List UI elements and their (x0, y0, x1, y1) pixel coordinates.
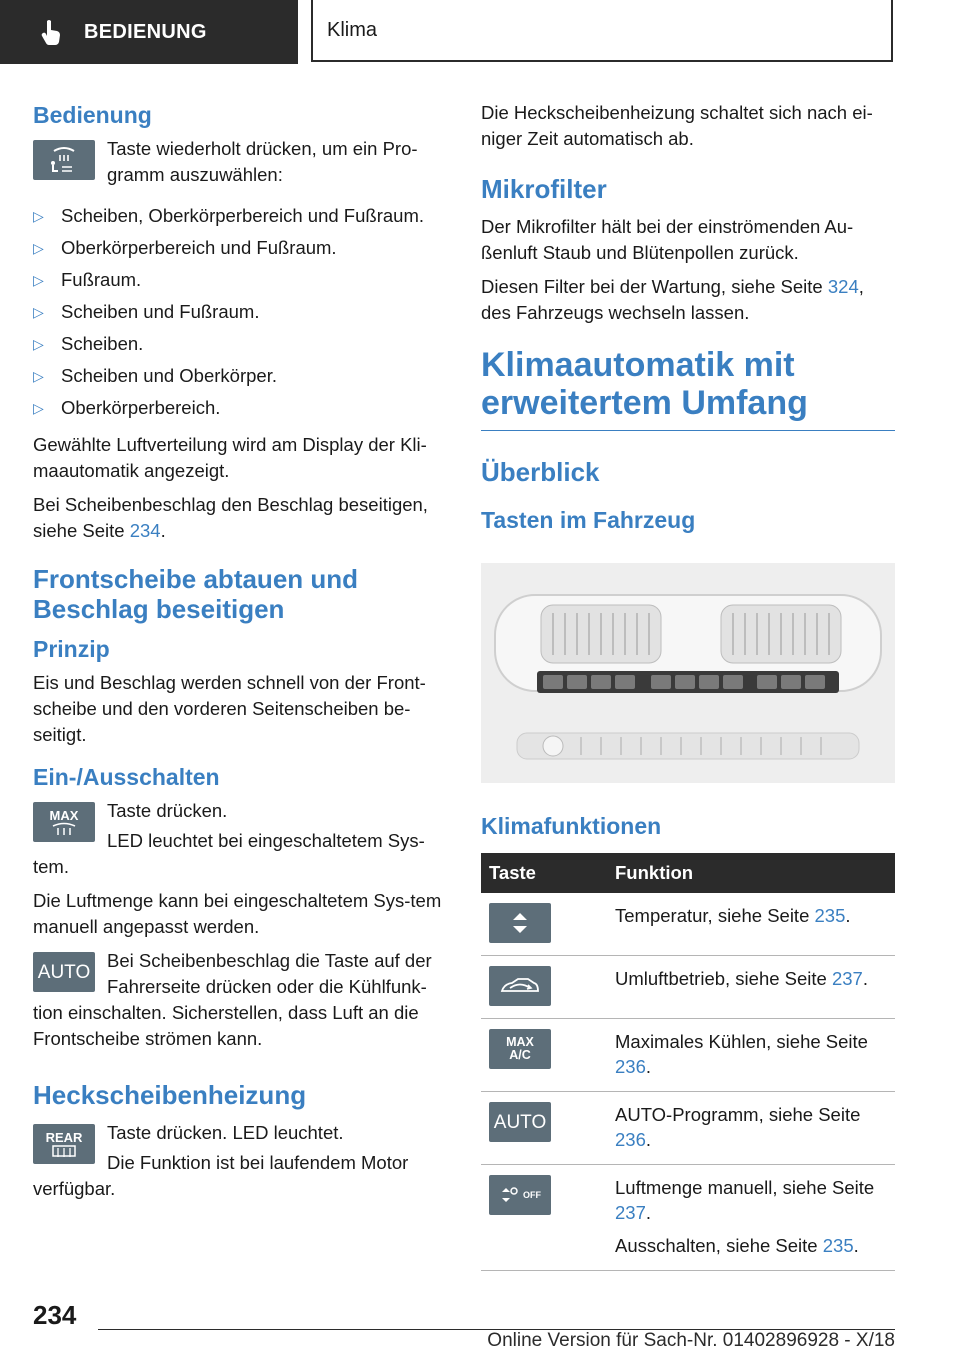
list-item: ▷ Fußraum. (33, 264, 447, 296)
right-column (481, 100, 895, 1271)
heck-text-2: Die Funktion ist bei laufendem Motor verfügbar. (33, 1152, 409, 1199)
heck-continuation-text: Die Heckscheibenheizung schaltet sich nach ei-niger Zeit automatisch ab. (481, 102, 873, 149)
table-header-row (481, 853, 895, 893)
mikrofilter-text: Der Mikrofilter hält bei der einströmenden Au-ßenluft Staub und Blütenpollen zurück. (481, 216, 854, 263)
max-defrost-button-icon: MAX (33, 802, 95, 842)
left-column (33, 100, 447, 1210)
list-item: ▷ Scheiben und Fußraum. (33, 296, 447, 328)
heading-klimaautomatik: Klimaautomatik mit erweitertem Umfang (481, 346, 895, 431)
triangle-bullet-icon: ▷ (33, 336, 44, 352)
page-link-235[interactable]: 235 (822, 1235, 854, 1256)
page-link-237[interactable]: 237 (615, 1202, 646, 1223)
page-link-236[interactable]: 236 (615, 1129, 646, 1150)
prinzip-text: Eis und Beschlag werden schnell von der Front-scheibe und den vorderen Seitenscheiben be-seitigt. (33, 672, 426, 745)
list-item: ▷ Scheiben und Oberkörper. (33, 360, 447, 392)
chapter-title: Klima (327, 18, 378, 41)
display-text: Gewählte Luftverteilung wird am Display der Kli-maautomatik angezeigt. (33, 434, 427, 481)
rear-defrost-button-icon: REAR (33, 1124, 95, 1164)
program-list (33, 200, 447, 424)
rear-block (33, 1120, 447, 1210)
triangle-bullet-icon: ▷ (33, 272, 44, 288)
heck-text-1: Taste drücken. LED leuchtet. (107, 1122, 344, 1143)
ein-text-1: Taste drücken. (107, 800, 228, 821)
recirculation-icon (489, 966, 551, 1006)
max-block (33, 798, 447, 888)
ein-text-2: LED leuchtet bei eingeschaltetem Sys-tem. (33, 830, 425, 877)
auto-text: Bei Scheibenbeschlag die Taste auf der Fahrerseite drücken oder die Kühlfunk-tion einschalten. Sicherstellen, dass Luft an die Frontscheibe strömen kann. (33, 950, 432, 1049)
chapter-header (311, 0, 893, 62)
auto-block (33, 948, 447, 1060)
page-number: 234 (33, 1300, 77, 1330)
list-item: ▷ Oberkörperbereich und Fußraum. (33, 232, 447, 264)
list-item: ▷ Scheiben. (33, 328, 447, 360)
heading-tasten-im-fahrzeug: Tasten im Fahrzeug (481, 507, 696, 533)
klimafunktionen-table (481, 853, 895, 1271)
climate-control-panel-photo (481, 563, 895, 783)
luftmenge-text: Die Luftmenge kann bei eingeschaltetem Sys-tem manuell angepasst werden. (33, 890, 442, 937)
page-link-236[interactable]: 236 (615, 1056, 646, 1077)
bedienung-text: Taste wiederholt drücken, um ein Pro-gramm auszuwählen: (107, 138, 418, 185)
heading-ein-ausschalten: Ein-/Ausschalten (33, 764, 220, 790)
heading-prinzip: Prinzip (33, 636, 110, 662)
table-row: Umluftbetrieb, siehe Seite 237. (481, 956, 895, 1019)
heading-klimafunktionen: Klimafunktionen (481, 813, 662, 839)
max-ac-icon: MAX A/C (489, 1029, 551, 1069)
triangle-bullet-icon: ▷ (33, 304, 44, 320)
beschlag-text: Bei Scheibenbeschlag den Beschlag beseitigen, siehe Seite 234. (33, 494, 428, 541)
triangle-bullet-icon: ▷ (33, 208, 44, 224)
auto-icon: AUTO (489, 1102, 551, 1142)
table-row: Temperatur, siehe Seite 235. (481, 893, 895, 956)
triangle-bullet-icon: ▷ (33, 368, 44, 384)
temperature-arrows-icon (489, 903, 551, 943)
section-title: BEDIENUNG (84, 20, 207, 43)
list-item: ▷ Oberkörperbereich. (33, 392, 447, 424)
table-row: MAX A/C Maximales Kühlen, siehe Seite 236. (481, 1019, 895, 1092)
col-header-taste: Taste (481, 853, 607, 893)
triangle-bullet-icon: ▷ (33, 240, 44, 256)
air-distribution-icon (44, 145, 84, 175)
fan-off-icon: OFF (489, 1175, 551, 1215)
col-header-funktion: Funktion (607, 853, 895, 893)
climate-panel-illustration (481, 563, 895, 783)
page-link-237[interactable]: 237 (831, 968, 863, 989)
heading-ueberblick: Überblick (481, 457, 600, 487)
bedienung-block (33, 136, 447, 196)
page-link-235[interactable]: 235 (814, 905, 846, 926)
air-distribution-button-icon (33, 140, 95, 180)
rear-defrost-icon (49, 1144, 79, 1158)
hand-touch-icon (40, 19, 62, 45)
page-link-324[interactable]: 324 (827, 276, 859, 297)
triangle-bullet-icon: ▷ (33, 400, 44, 416)
page-link-234[interactable]: 234 (129, 520, 161, 541)
heading-heckscheibenheizung: Heckscheibenheizung (33, 1080, 307, 1110)
table-row: OFF Luftmenge manuell, siehe Seite 237. Ausschalten, siehe Seite 235. (481, 1165, 895, 1271)
defrost-icon (49, 822, 79, 836)
list-item: ▷ Scheiben, Oberkörperbereich und Fußraum. (33, 200, 447, 232)
heading-frontscheibe: Frontscheibe abtauen und Beschlag beseitigen (33, 564, 359, 624)
heading-mikrofilter: Mikrofilter (481, 174, 607, 204)
filter-text: Diesen Filter bei der Wartung, siehe Seite 324, des Fahrzeugs wechseln lassen. (481, 276, 864, 323)
footer-text: Online Version für Sach-Nr. 01402896928 - X/18 (487, 1330, 895, 1351)
heading-bedienung: Bedienung (33, 102, 152, 128)
table-row: AUTO AUTO-Programm, siehe Seite 236. (481, 1092, 895, 1165)
section-tab[interactable] (0, 0, 298, 64)
auto-button-icon: AUTO (33, 952, 95, 992)
